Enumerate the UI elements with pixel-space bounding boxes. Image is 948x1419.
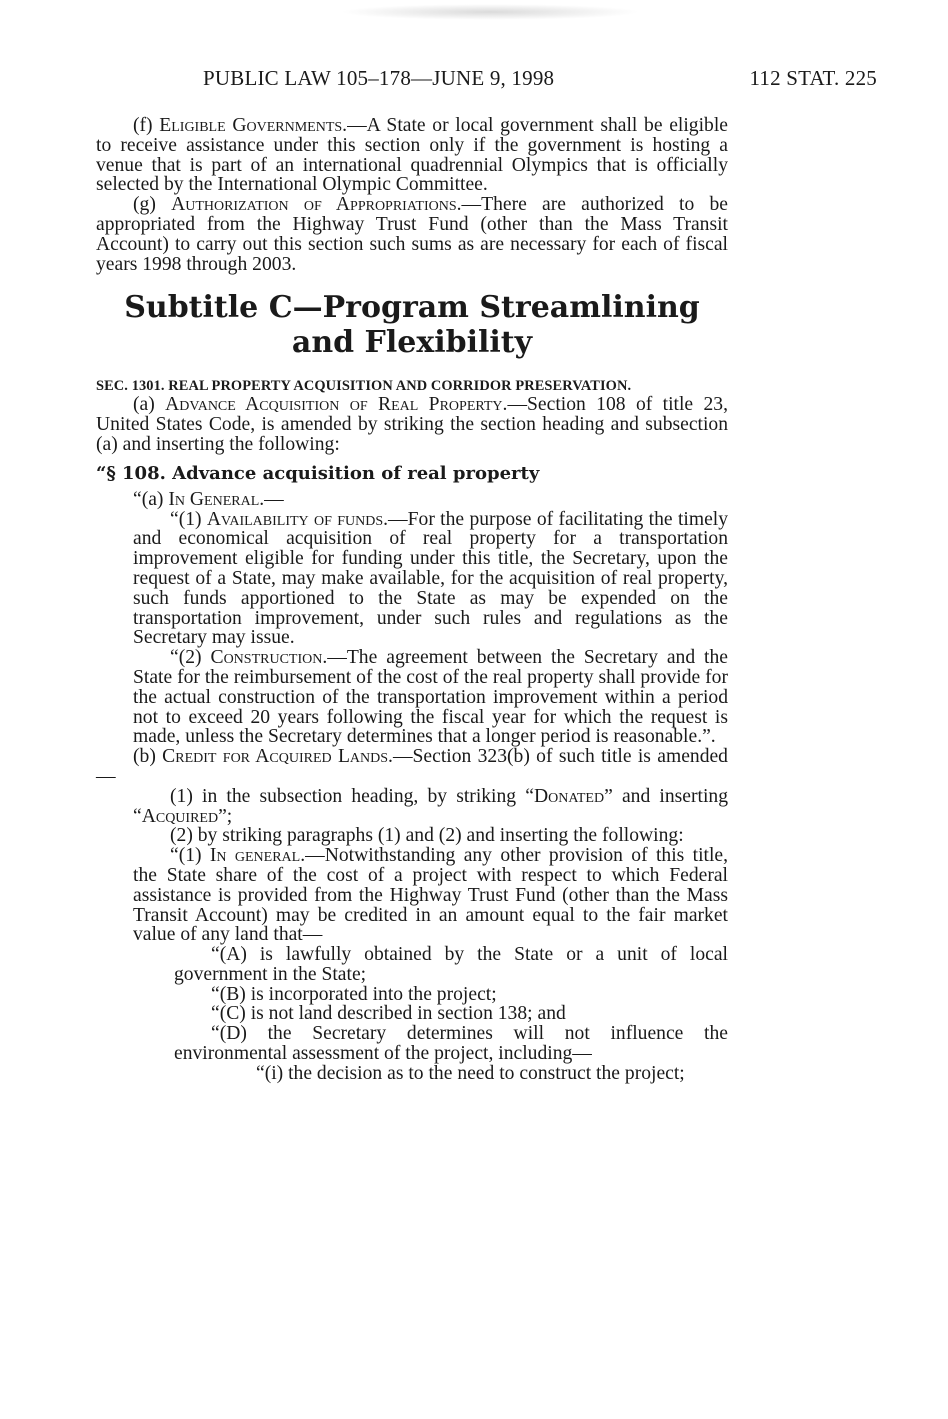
subsection-g-heading: Authorization of Appropriations. bbox=[171, 194, 462, 216]
running-head: PUBLIC LAW 105–178—JUNE 9, 1998 bbox=[203, 66, 555, 90]
section-108-heading: “§ 108. Advance acquisition of real property bbox=[96, 462, 540, 484]
paragraph-b1: (1) in the subsection heading, by striking “Donated” and inserting “Acquired”; bbox=[133, 785, 728, 827]
paragraph-1-general-heading: In general. bbox=[209, 845, 306, 867]
subsection-g: (g) Authorization of Appropriations.—There are authorized to be appropriated from the Highway Trust Fund (other than the Mass Transit Account) to carry out this section such sums as are necessary for each of fiscal years 1998 through 2003. bbox=[96, 194, 729, 275]
subsection-a-general: “(a) In General.— bbox=[133, 488, 284, 510]
subsection-a-heading: Advance Acquisition of Real Property. bbox=[165, 394, 508, 416]
paragraph-1-availability: “(1) Availability of funds.—For the purpose of facilitating the timely and economical acquisition of real property for a transportation improvement eligible for funding under this title, the Secretary, upon the request of a State, may make available, for the acquisition of real property, such funds apportioned to the State as may be expended on the transportation improvement, under such rules and regulations as the Secretary may issue. bbox=[133, 508, 729, 649]
paragraph-2-construction: “(2) Construction.—The agreement between the Secretary and the State for the reimbursement of the cost of the real property shall provide for the actual construction of the transportation improvement within a period not to exceed 20 years following the fiscal year for which the request is made, unless the Secretary determines that a longer period is reasonable.”. bbox=[133, 647, 728, 748]
subsection-a: (a) Advance Acquisition of Real Property.—Section 108 of title 23, United States Code, is amended by striking the section heading and subsection (a) and inserting the following: bbox=[96, 394, 728, 455]
subtitle-heading: Subtitle C—Program Streamlining and Flexibility bbox=[124, 290, 700, 361]
paragraph-2-heading: Construction. bbox=[210, 647, 328, 669]
page-number: 112 STAT. 225 bbox=[749, 66, 877, 90]
subsection-b-heading: Credit for Acquired Lands. bbox=[162, 746, 393, 768]
subsection-f: (f) Eligible Governments.—A State or local government shall be eligible to receive assistance under this section only if the government is hosting a venue that is part of an international quadrennial Olympics that is officially selected by the International Olympic Committee. bbox=[96, 115, 728, 196]
subsection-b: (b) Credit for Acquired Lands.—Section 323(b) of such title is amended— bbox=[96, 746, 728, 787]
paragraph-1-heading: Availability of funds. bbox=[206, 508, 389, 530]
subsection-a-general-heading: In General. bbox=[168, 488, 265, 510]
clause-C: “(C) is not land described in section 138; and bbox=[211, 1003, 566, 1025]
clause-A: “(A) is lawfully obtained by the State or a unit of local government in the State; bbox=[174, 944, 728, 985]
paragraph-1-general: “(1) In general.—Notwithstanding any other provision of this title, the State share of the cost of a project with respect to which Federal assistance is provided from the Highway Trust Fund (other than the Mass Transit Account) may be credited in an amount equal to the fair market value of any land that— bbox=[133, 845, 728, 946]
body-text bbox=[96, 116, 728, 1084]
section-1301-heading: SEC. 1301. REAL PROPERTY ACQUISITION AND CORRIDOR PRESERVATION. bbox=[96, 378, 632, 395]
scan-smudge bbox=[340, 4, 640, 20]
page-header bbox=[203, 66, 877, 92]
clause-i: “(i) the decision as to the need to construct the project; bbox=[256, 1062, 685, 1084]
clause-B: “(B) is incorporated into the project; bbox=[211, 983, 497, 1005]
subsection-f-heading: Eligible Governments. bbox=[159, 115, 348, 136]
paragraph-b2: (2) by striking paragraphs (1) and (2) and inserting the following: bbox=[170, 825, 684, 847]
clause-D: “(D) the Secretary determines will not influence the environmental assessment of the project, including— bbox=[174, 1023, 728, 1065]
